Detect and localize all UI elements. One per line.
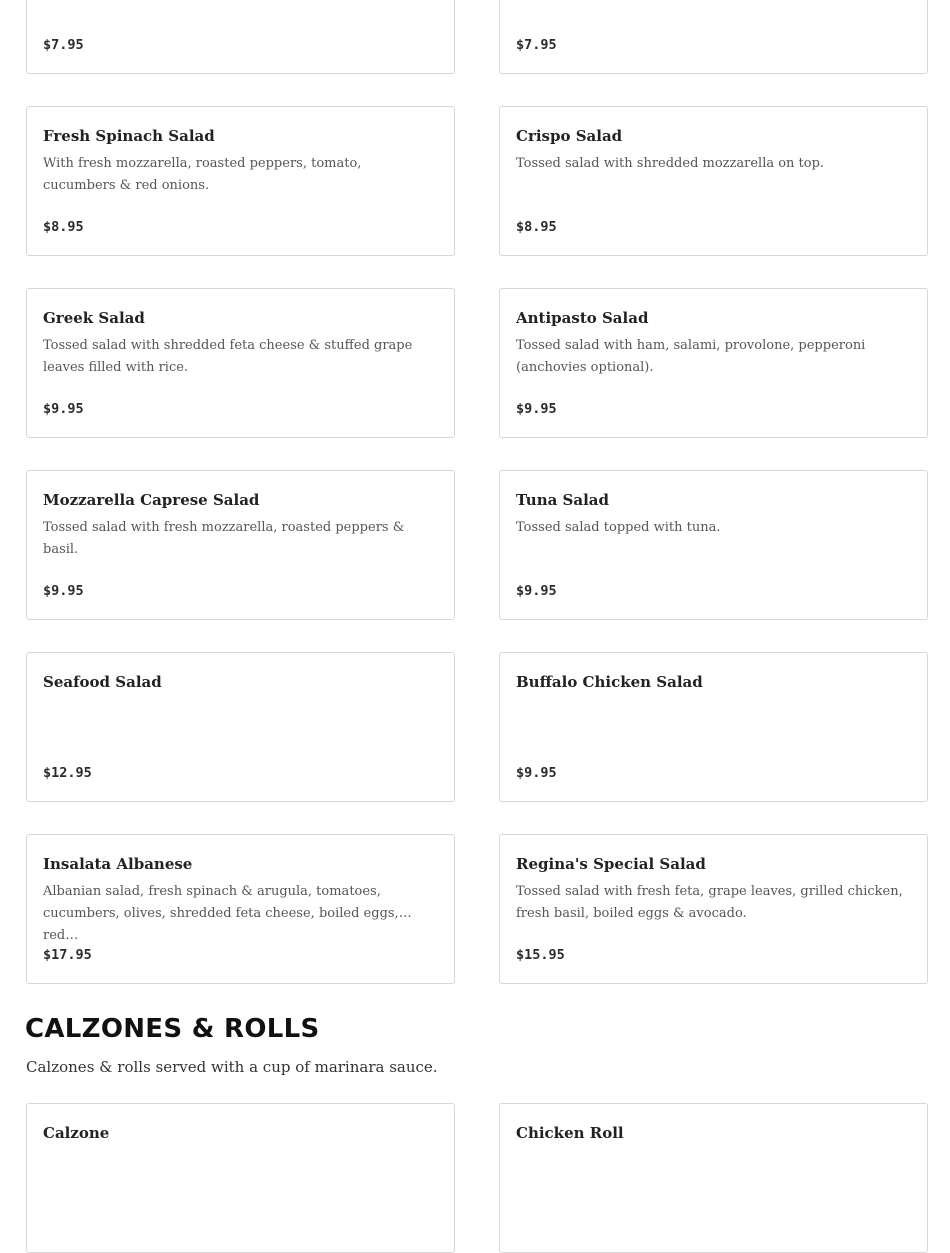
menu-item-name: Fresh Spinach Salad: [43, 127, 215, 145]
menu-item-description: Tossed salad with shredded feta cheese & stuffed grape leaves filled with rice.: [43, 338, 413, 375]
section-heading: CALZONES & ROLLS: [25, 1014, 320, 1044]
menu-item-name: Insalata Albanese: [43, 855, 193, 873]
menu-item-card[interactable]: [499, 834, 928, 984]
menu-item-price: $17.95: [43, 947, 92, 963]
menu-item-name: Buffalo Chicken Salad: [516, 673, 703, 691]
menu-item-card[interactable]: [499, 0, 928, 74]
menu-item-description: Tossed salad with fresh feta, grape leaves, grilled chicken, fresh basil, boiled eggs & avocado.: [516, 884, 903, 921]
menu-item-price: $7.95: [516, 37, 557, 53]
menu-item-card[interactable]: [499, 288, 928, 438]
menu-item-price: $8.95: [516, 219, 557, 235]
menu-item-price: $12.95: [43, 765, 92, 781]
section-description: Calzones & rolls served with a cup of marinara sauce.: [26, 1058, 438, 1076]
menu-item-name: Greek Salad: [43, 309, 145, 327]
menu-item-name: Mozzarella Caprese Salad: [43, 491, 260, 509]
menu-item-card[interactable]: [26, 834, 455, 984]
menu-item-card[interactable]: [499, 1103, 928, 1253]
menu-item-price: $15.95: [516, 947, 565, 963]
menu-item-card[interactable]: [26, 470, 455, 620]
menu-item-name: Tuna Salad: [516, 491, 609, 509]
menu-item-card[interactable]: [499, 470, 928, 620]
menu-item-price: $9.95: [43, 583, 84, 599]
menu-item-name: Calzone: [43, 1124, 110, 1142]
menu-item-price: $8.95: [43, 219, 84, 235]
menu-item-card[interactable]: [26, 0, 455, 74]
menu-item-name: Chicken Roll: [516, 1124, 624, 1142]
menu-item-card[interactable]: [499, 652, 928, 802]
menu-item-description: Tossed salad with ham, salami, provolone, pepperoni (anchovies optional).: [516, 338, 866, 375]
menu-item-price: $7.95: [43, 37, 84, 53]
menu-item-card[interactable]: [26, 652, 455, 802]
menu-item-price: $9.95: [516, 401, 557, 417]
menu-item-description: Tossed salad topped with tuna.: [516, 520, 721, 535]
menu-item-card[interactable]: [499, 106, 928, 256]
menu-item-description: Tossed salad with fresh mozzarella, roasted peppers & basil.: [43, 520, 405, 557]
menu-item-price: $9.95: [516, 765, 557, 781]
menu-item-description: With fresh mozzarella, roasted peppers, tomato, cucumbers & red onions.: [43, 156, 362, 193]
menu-item-name: Regina's Special Salad: [516, 855, 706, 873]
menu-item-name: Antipasto Salad: [516, 309, 649, 327]
menu-item-name: Seafood Salad: [43, 673, 162, 691]
menu-item-description: Albanian salad, fresh spinach & arugula, tomatoes, cucumbers, olives, shredded feta cheese, boiled eggs, red…: [43, 884, 399, 943]
menu-item-name: Crispo Salad: [516, 127, 623, 145]
menu-item-price: $9.95: [43, 401, 84, 417]
menu-item-description: Tossed salad with shredded mozzarella on top.: [516, 156, 825, 171]
menu-item-price: $9.95: [516, 583, 557, 599]
menu-item-card[interactable]: [26, 1103, 455, 1253]
menu-item-card[interactable]: [26, 288, 455, 438]
menu-item-card[interactable]: [26, 106, 455, 256]
